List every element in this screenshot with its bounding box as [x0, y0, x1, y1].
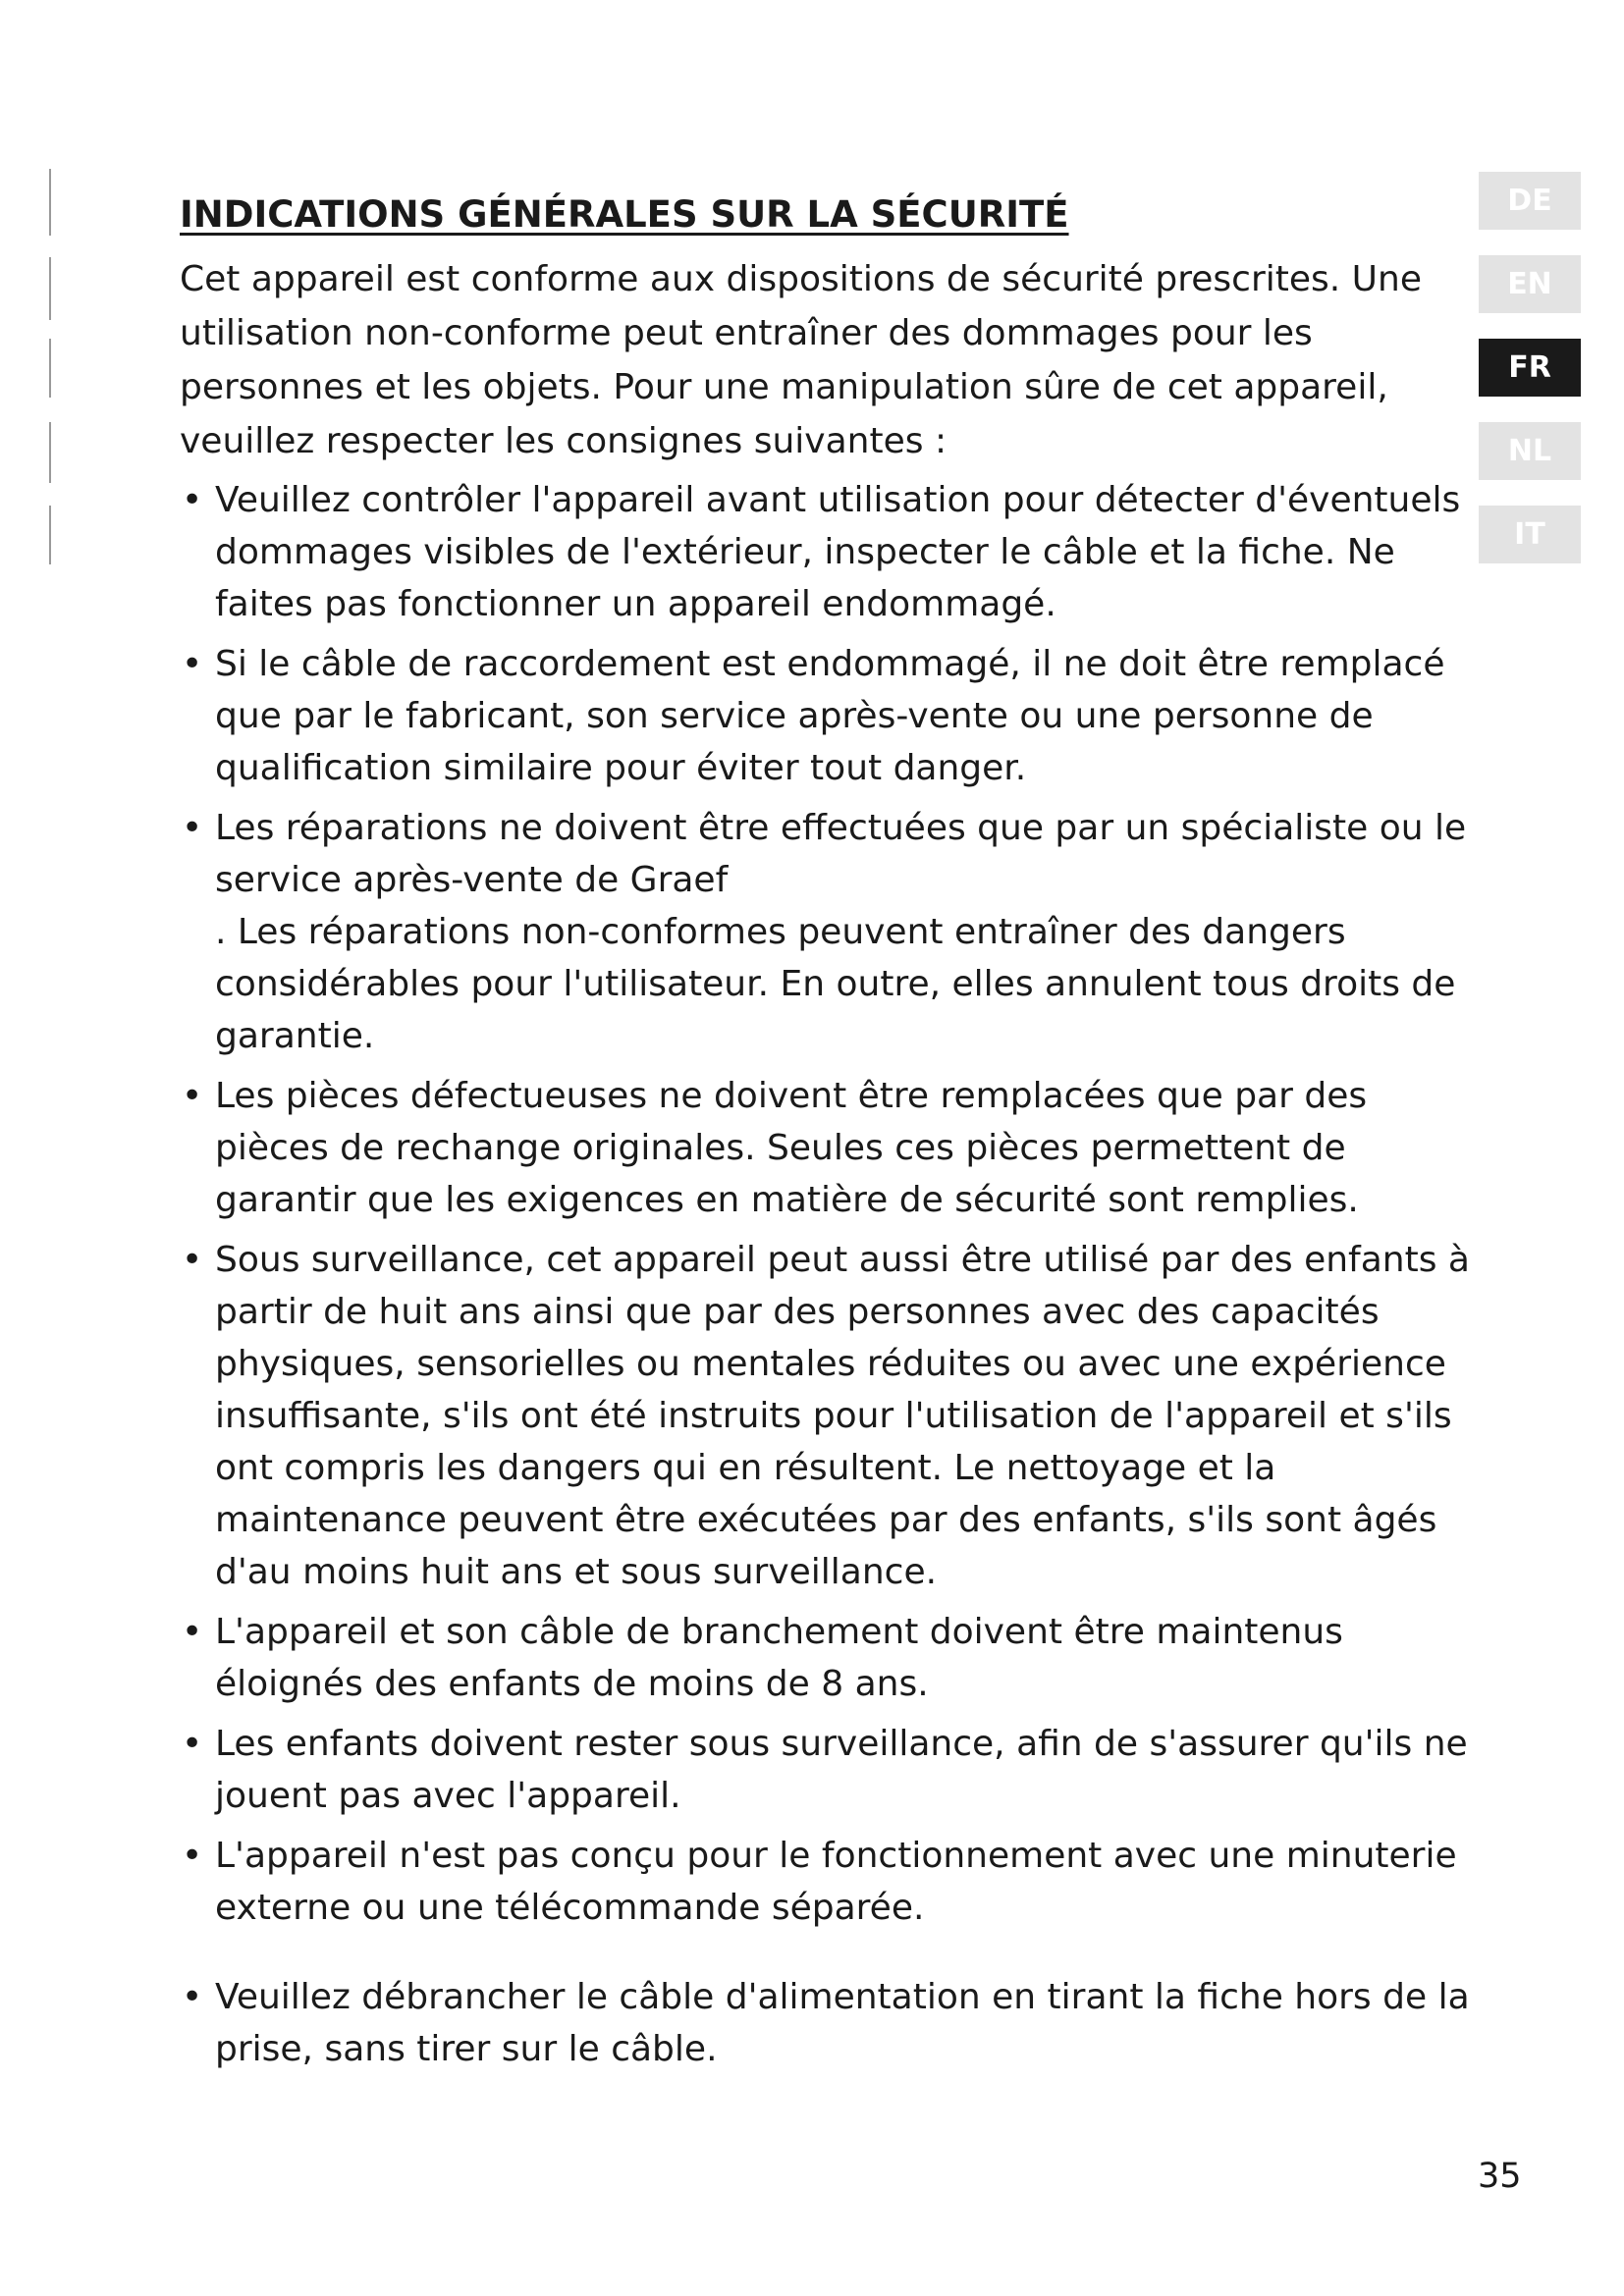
bullet-icon: • [182, 1724, 203, 1764]
list-item-text: Les pièces défectueuses ne doivent être remplacées que par des pièces de rechange originales. Seules ces pièces permettent de garantir que les exigences en matière de sécurité sont remplies. [215, 1076, 1368, 1220]
safety-instructions-list [180, 474, 1486, 2075]
bullet-icon: • [182, 1612, 203, 1652]
list-item [180, 474, 1486, 630]
edge-mark [49, 169, 51, 236]
language-tab-it: IT [1479, 506, 1581, 563]
list-item [180, 1718, 1486, 1822]
list-item-text: Sous surveillance, cet appareil peut aussi être utilisé par des enfants à partir de huit ans ainsi que par des personnes avec des capacités physiques, sensorielles ou mentales réduites ou avec une expérience insuffisante, s'ils ont été instruits pour l'utilisation de l'appareil et s'ils ont compris les dangers qui en résultent. Le nettoyage et la maintenance peuvent être exécutées par des enfants, s'ils sont âgés d'au moins huit ans et sous surveillance. [215, 1240, 1470, 1592]
language-tab-en: EN [1479, 255, 1581, 313]
bullet-icon: • [182, 480, 203, 520]
list-item-text: Veuillez débrancher le câble d'alimentation en tirant la fiche hors de la prise, sans tirer sur le câble. [215, 1977, 1470, 2069]
list-item-text: Si le câble de raccordement est endommagé, il ne doit être remplacé que par le fabricant, son service après-vente ou une personne de qualification similaire pour éviter tout danger. [215, 644, 1445, 788]
list-item-text: Veuillez contrôler l'appareil avant utilisation pour détecter d'éventuels dommages visibles de l'extérieur, inspecter le câble et la fiche. Ne faites pas fonctionner un appareil endommagé. [215, 480, 1461, 624]
bullet-icon: • [182, 1977, 203, 2017]
intro-paragraph: Cet appareil est conforme aux dispositions de sécurité prescrites. Une utilisation non-conforme peut entraîner des dommages pour les personnes et les objets. Pour une manipulation sûre de cet appareil, veuillez respecter les consignes suivantes : [180, 259, 1422, 461]
list-item-text: Les réparations ne doivent être effectuées que par un spécialiste ou le service après-vente de Graef [215, 808, 1467, 900]
edge-mark [49, 339, 51, 398]
bullet-icon: • [182, 644, 203, 684]
language-tab-fr: FR [1479, 339, 1581, 397]
list-item [180, 638, 1486, 794]
page-number: 35 [1478, 2157, 1522, 2196]
bullet-icon: • [182, 808, 203, 848]
list-item-text: L'appareil n'est pas conçu pour le fonctionnement avec une minuterie externe ou une télécommande séparée. [215, 1836, 1457, 1928]
edge-mark [49, 506, 51, 564]
list-item [180, 1830, 1486, 1934]
edge-mark [49, 257, 51, 320]
list-item-continuation: . Les réparations non-conformes peuvent entraîner des dangers considérables pour l'utilisateur. En outre, elles annulent tous droits de garantie. [215, 912, 1456, 1056]
list-item-text: Les enfants doivent rester sous surveillance, afin de s'assurer qu'ils ne jouent pas avec l'appareil. [215, 1724, 1468, 1816]
list-item [180, 1606, 1486, 1710]
edge-mark [49, 422, 51, 483]
bullet-icon: • [182, 1240, 203, 1280]
safety-section [180, 191, 1486, 2083]
list-item [180, 1234, 1486, 1598]
list-item [180, 802, 1486, 1062]
bullet-icon: • [182, 1076, 203, 1116]
bullet-icon: • [182, 1836, 203, 1876]
language-tab-de: DE [1479, 172, 1581, 230]
language-tab-nl: NL [1479, 422, 1581, 480]
list-item-text: L'appareil et son câble de branchement doivent être maintenus éloignés des enfants de moins de 8 ans. [215, 1612, 1343, 1704]
list-item [180, 1070, 1486, 1226]
section-heading: INDICATIONS GÉNÉRALES SUR LA SÉCURITÉ [180, 193, 1069, 236]
list-item [180, 1971, 1486, 2075]
